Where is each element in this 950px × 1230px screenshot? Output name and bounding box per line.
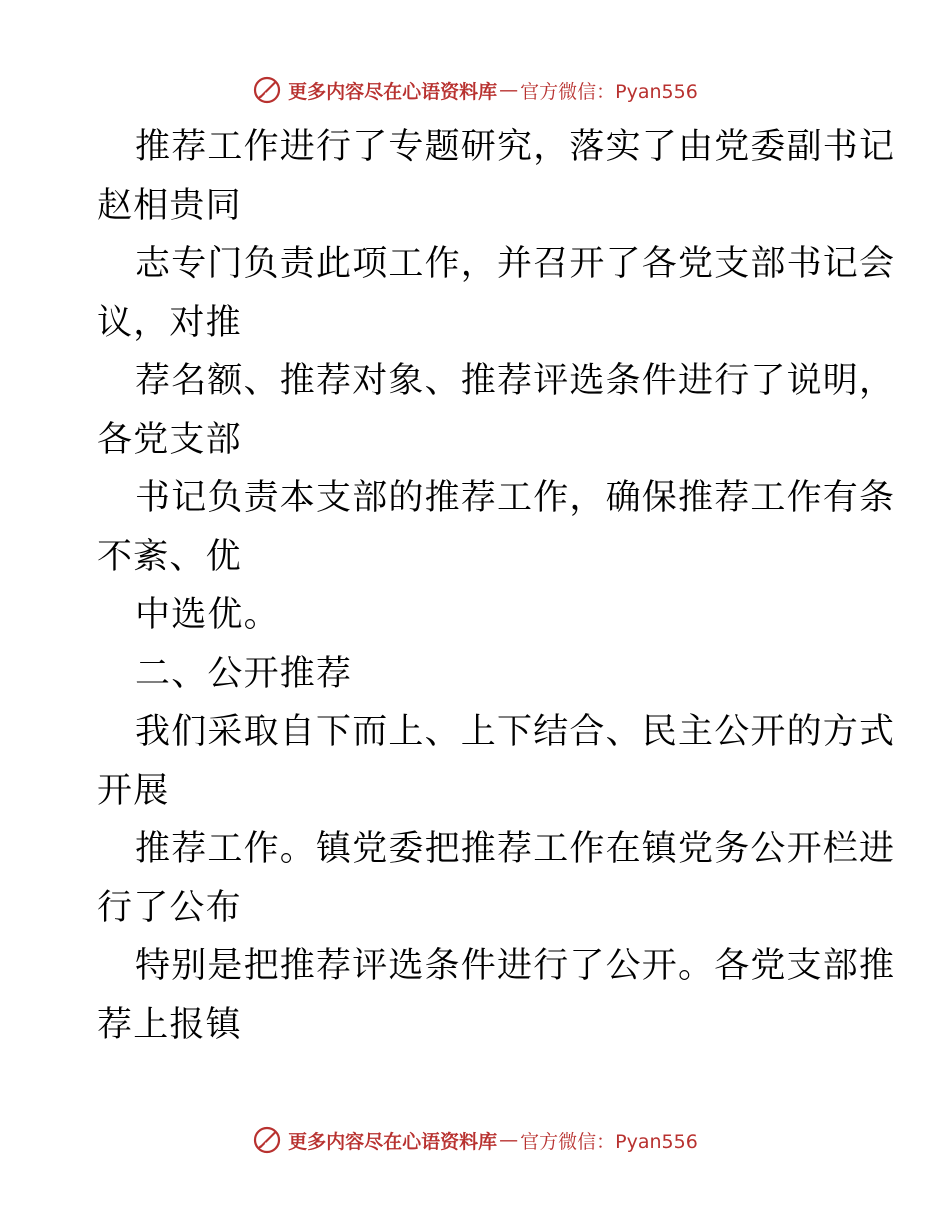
watermark-contact-text: 官方微信：Pyan556 [520,1130,698,1153]
watermark-dash: — [499,1129,519,1151]
text-line: 不紊、优 [97,536,242,577]
quill-pen-logo-icon [252,75,282,105]
document-body [97,118,896,1054]
header-watermark [0,70,950,110]
text-line: 荐名额、推荐对象、推荐评选条件进行了说明， [135,361,896,401]
text-line: 荐上报镇 [97,1004,242,1045]
watermark-main-text: 更多内容尽在心语资料库 [288,1130,498,1153]
text-line: 中选优。 [135,595,280,635]
watermark-dash: — [499,79,519,101]
footer-watermark [0,1120,950,1160]
text-line: 开展 [97,770,170,811]
text-line: 我们采取自下而上、上下结合、民主公开的方式 [135,712,896,752]
text-line: 特别是把推荐评选条件进行了公开。各党支部推 [135,946,896,986]
text-line: 行了公布 [97,887,242,928]
text-line: 推荐工作进行了专题研究，落实了由党委副书记 [135,127,896,167]
text-line: 推荐工作。镇党委把推荐工作在镇党务公开栏进 [135,829,896,869]
text-line: 志专门负责此项工作，并召开了各党支部书记会 [135,244,896,284]
text-line: 赵相贵同 [97,185,242,226]
text-line: 各党支部 [97,419,242,460]
text-line: 议，对推 [97,302,242,343]
text-line: 二、公开推荐 [135,653,353,694]
quill-pen-logo-icon [252,1125,282,1155]
watermark-contact-text: 官方微信：Pyan556 [520,80,698,103]
text-line: 书记负责本支部的推荐工作，确保推荐工作有条 [135,478,896,518]
watermark-main-text: 更多内容尽在心语资料库 [288,80,498,103]
